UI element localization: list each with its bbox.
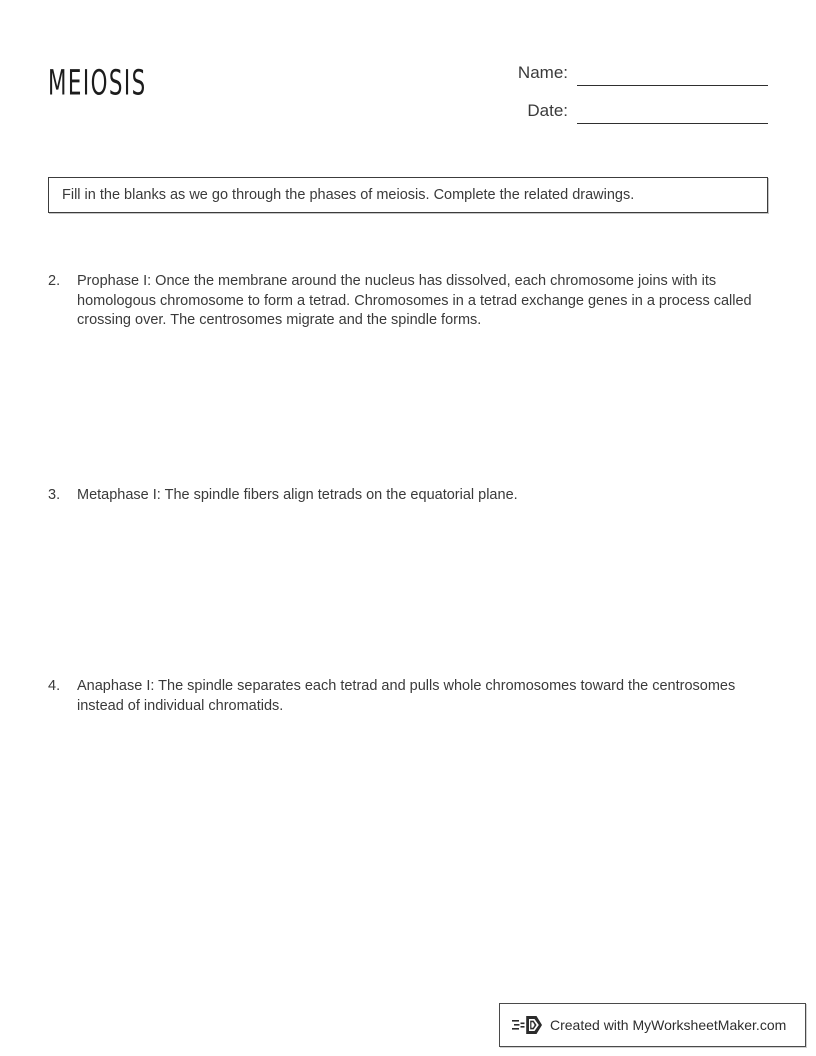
footer-credit-text: Created with MyWorksheetMaker.com xyxy=(550,1017,787,1033)
name-input[interactable] xyxy=(577,63,768,86)
question-text: Anaphase I: The spindle separates each tetrad and pulls whole chromosomes toward the centrosomes instead of individual chromatids. xyxy=(77,678,736,714)
drawing-space[interactable] xyxy=(77,331,768,486)
name-row xyxy=(478,48,768,86)
question-item xyxy=(48,486,768,678)
name-date-block xyxy=(478,48,768,124)
worksheet-maker-logo-icon xyxy=(512,1013,546,1037)
drawing-space[interactable] xyxy=(77,505,768,677)
page-title: meiosis xyxy=(48,48,147,108)
question-number: 2. xyxy=(48,273,61,289)
date-input[interactable] xyxy=(577,101,768,124)
date-row xyxy=(478,86,768,124)
name-label: Name: xyxy=(517,63,568,82)
question-number: 4. xyxy=(48,678,61,694)
instruction-box xyxy=(48,177,768,213)
question-text: Metaphase I: The spindle fibers align tetrads on the equatorial plane. xyxy=(77,486,518,503)
question-list xyxy=(48,272,768,976)
footer-badge[interactable] xyxy=(499,1003,806,1047)
question-item xyxy=(48,272,768,486)
date-label: Date: xyxy=(527,101,568,120)
question-number: 3. xyxy=(48,486,61,503)
question-text: Prophase I: Once the membrane around the nucleus has dissolved, each chromosome joins with its homologous chromosome to form a tetrad. Chromosomes in a tetrad exchange genes in a process called crossing over. The centrosomes migrate and the spindle forms. xyxy=(77,273,752,328)
worksheet-header xyxy=(48,48,768,128)
question-item xyxy=(48,677,768,976)
instruction-text: Fill in the blanks as we go through the phases of meiosis. Complete the related drawings. xyxy=(62,187,635,203)
drawing-space[interactable] xyxy=(77,716,768,976)
